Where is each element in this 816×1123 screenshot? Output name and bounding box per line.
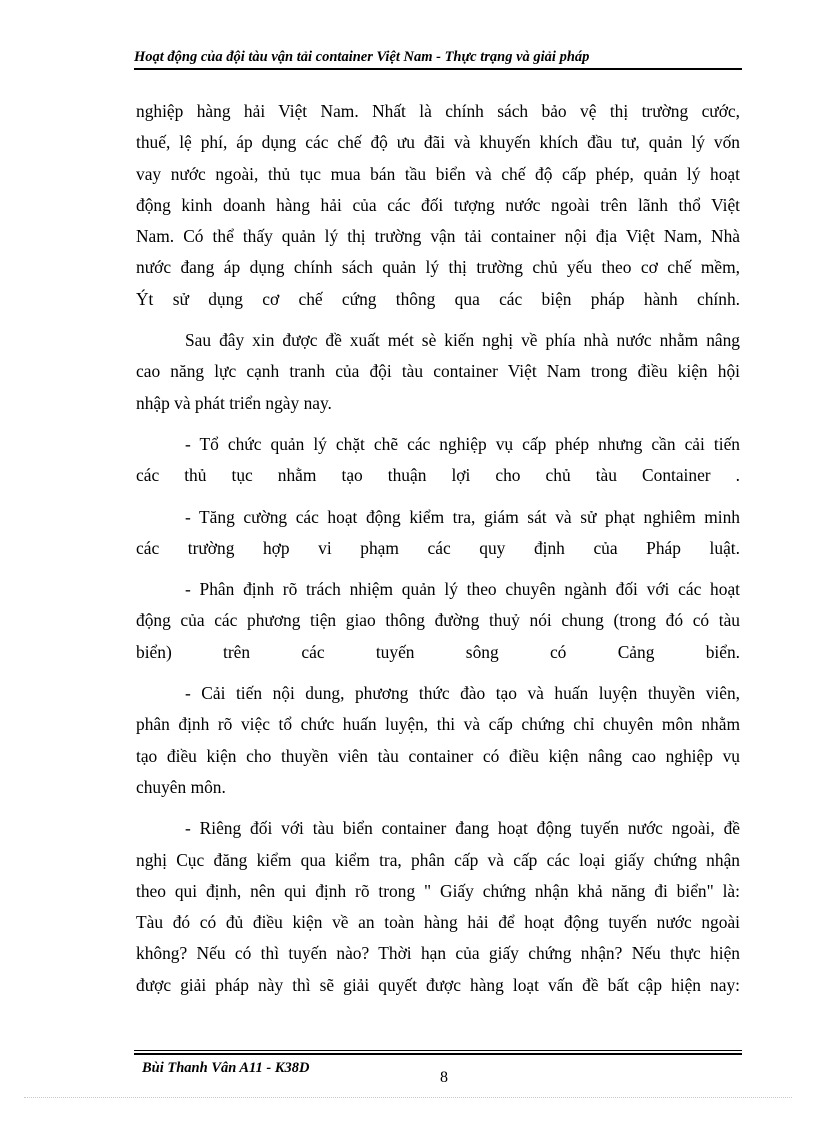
text-line: - Tăng cường các hoạt động kiểm tra, giám sát và sử phạt nghiêm minh xyxy=(185,506,740,527)
text-line: các trường hợp vi phạm các quy định của Pháp luật. xyxy=(136,537,740,558)
footer-rule-thin xyxy=(134,1050,742,1051)
text-line: - Cải tiến nội dung, phương thức đào tạo và huấn luyện thuyền viên, xyxy=(185,683,740,704)
paragraph-continuation xyxy=(136,96,740,315)
text-line: phân định rõ việc tổ chức huấn luyện, thi và cấp chứng chỉ chuyên môn nhằm xyxy=(136,714,740,735)
text-line: không? Nếu có thì tuyến nào? Thời hạn của giấy chứng nhận? Nếu thực hiện xyxy=(136,943,740,964)
paragraph-proposal-intro xyxy=(136,325,740,419)
text-line: Tàu đó có đủ điều kiện về an toàn hàng hải để hoạt động tuyến nước ngoài xyxy=(136,912,740,933)
page-edge-divider xyxy=(24,1097,792,1098)
text-line: động của các phương tiện giao thông đường thuỷ nói chung (trong đó có tàu xyxy=(136,610,740,631)
footer-row xyxy=(134,1055,742,1086)
text-line: các thủ tục nhằm tạo thuận lợi cho chủ tàu Container . xyxy=(136,465,740,486)
text-line: chuyên môn. xyxy=(136,776,226,797)
text-line: nghị Cục đăng kiểm qua kiểm tra, phân cấp và cấp các loại giấy chứng nhận xyxy=(136,849,740,870)
text-line: nước đang áp dụng chính sách quản lý thị trường chủ yếu theo cơ chế mềm, xyxy=(136,257,740,278)
text-line: theo qui định, nên qui định rõ trong " Giấy chứng nhận khả năng đi biển" là: xyxy=(136,880,740,901)
text-line: nhập và phát triển ngày nay. xyxy=(136,392,332,413)
text-line: Nam. Có thể thấy quản lý thị trường vận tải container nội địa Việt Nam, Nhà xyxy=(136,226,740,247)
page-footer xyxy=(134,1050,742,1086)
text-line: - Riêng đối với tàu biển container đang hoạt động tuyến nước ngoài, đề xyxy=(185,818,740,839)
paragraph-item-inspection xyxy=(136,502,740,565)
text-line: - Phân định rõ trách nhiệm quản lý theo chuyên ngành đối với các hoạt xyxy=(185,579,740,600)
text-line: - Tổ chức quản lý chặt chẽ các nghiệp vụ cấp phép nhưng cần cải tiến xyxy=(185,433,740,454)
page-header xyxy=(134,48,742,70)
text-line: vay nước ngoài, thủ tục mua bán tầu biển và chế độ cấp phép, quản lý hoạt xyxy=(136,163,740,184)
header-title: Hoạt động của đội tàu vận tải container Việt Nam - Thực trạng và giải pháp xyxy=(134,49,590,65)
paragraph-item-licensing xyxy=(136,429,740,492)
paragraph-item-registry xyxy=(136,813,740,1001)
footer-author: Bùi Thanh Vân A11 - K38D xyxy=(142,1060,310,1076)
header-rule xyxy=(134,68,742,70)
text-line: Ýt sử dụng cơ chế cứng thông qua các biện pháp hành chính. xyxy=(136,288,740,309)
text-line: động kinh doanh hàng hải của các đối tượng nước ngoài trên lãnh thổ Việt xyxy=(136,194,740,215)
text-line: được giải pháp này thì sẽ giải quyết được hàng loạt vấn đề bất cập hiện nay: xyxy=(136,974,740,995)
text-line: biển) trên các tuyến sông có Cảng biển. xyxy=(136,641,740,662)
text-line: tạo điều kiện cho thuyền viên tàu container có điều kiện nâng cao nghiệp vụ xyxy=(136,745,740,766)
text-line: nghiệp hàng hải Việt Nam. Nhất là chính sách bảo vệ thị trường cước, xyxy=(136,101,740,121)
text-line: Sau đây xin được đề xuất mét sè kiến nghị về phía nhà nước nhằm nâng xyxy=(185,330,740,351)
text-line: cao năng lực cạnh tranh của đội tàu container Việt Nam trong điều kiện hội xyxy=(136,361,740,382)
paragraph-item-responsibility xyxy=(136,574,740,668)
paragraph-item-training xyxy=(136,678,740,803)
body-text xyxy=(136,96,740,1011)
page-number: 8 xyxy=(440,1069,448,1086)
text-line: thuế, lệ phí, áp dụng các chế độ ưu đãi và khuyến khích đầu tư, quản lý vốn xyxy=(136,132,740,153)
